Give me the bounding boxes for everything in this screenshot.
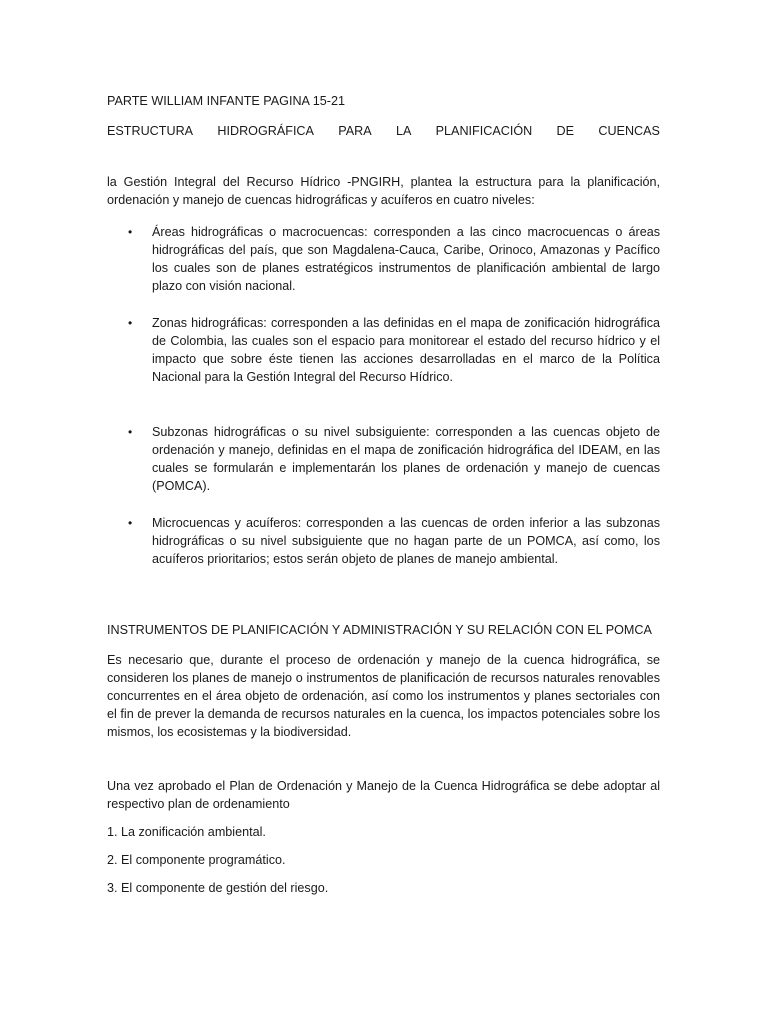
list-item-text: Zonas hidrográficas: corresponden a las definidas en el mapa de zonificación hidrográfica de Colombia, las cuales son el espacio para monitorear el estado del recurso hídrico y el impacto que sobre éste tienen las acciones desarrolladas en el marco de la Política Nacional para la Gestión Integral del Recurso Hídrico. xyxy=(152,316,660,384)
bullet-icon: • xyxy=(128,225,133,239)
list-item-text: Subzonas hidrográficas o su nivel subsiguiente: corresponden a las cuencas objeto de ordenación y manejo, definidas en el mapa de zonificación hidrográfica del IDEAM, en las cuales se formularán e implementarán los planes de ordenación y manejo de cuencas (POMCA). xyxy=(152,425,660,493)
title-word: PLANIFICACIÓN xyxy=(435,124,533,138)
bullet-icon: • xyxy=(128,425,133,439)
numbered-item: 3. El componente de gestión del riesgo. xyxy=(107,881,329,895)
levels-list xyxy=(107,223,660,568)
body-paragraph: Es necesario que, durante el proceso de ordenación y manejo de la cuenca hidrográfica, se consideren los planes de manejo o instrumentos de planificación de recursos naturales renovables concurrentes en el área objeto de ordenación, así como los instrumentos y planes sectoriales con el fin de prever la demanda de recursos naturales en la cuenca, los impactos potenciales sobre los mismos, los ecosistemas y la biodiversidad. xyxy=(107,653,660,739)
list-item-text: Microcuencas y acuíferos: corresponden a las cuencas de orden inferior a las subzonas hidrográficas o su nivel subsiguiente que no hagan parte de un POMCA, así como, los acuíferos prioritarios; estos serán objeto de planes de manejo ambiental. xyxy=(152,516,660,566)
title-word: DE xyxy=(556,124,575,138)
list-item xyxy=(107,423,660,495)
numbered-item: 1. La zonificación ambiental. xyxy=(107,825,266,839)
document-header: PARTE WILLIAM INFANTE PAGINA 15-21 xyxy=(107,94,345,108)
list-item xyxy=(107,223,660,295)
title-word: HIDROGRÁFICA xyxy=(217,124,314,138)
body-paragraph: Una vez aprobado el Plan de Ordenación y Manejo de la Cuenca Hidrográfica se debe adoptar al respectivo plan de ordenamiento xyxy=(107,779,660,811)
bullet-icon: • xyxy=(128,316,133,330)
intro-paragraph: la Gestión Integral del Recurso Hídrico -PNGIRH, plantea la estructura para la planificación, ordenación y manejo de cuencas hidrográficas y acuíferos en cuatro niveles: xyxy=(107,175,660,207)
list-item xyxy=(107,514,660,568)
title-word: PARA xyxy=(338,124,372,138)
document-page xyxy=(107,92,660,907)
list-item xyxy=(107,314,660,386)
section-heading: INSTRUMENTOS DE PLANIFICACIÓN Y ADMINISTRACIÓN Y SU RELACIÓN CON EL POMCA xyxy=(107,623,652,637)
bullet-icon: • xyxy=(128,516,133,530)
title-word: ESTRUCTURA xyxy=(107,124,194,138)
document-title xyxy=(107,122,660,140)
list-item-text: Áreas hidrográficas o macrocuencas: corresponden a las cinco macrocuencas o áreas hidrográficas del país, que son Magdalena-Cauca, Caribe, Orinoco, Amazonas y Pacífico los cuales son de planes estratégicos instrumentos de planificación ambiental de largo plazo con visión nacional. xyxy=(152,225,660,293)
title-word: CUENCAS xyxy=(598,124,660,138)
title-word: LA xyxy=(395,124,412,138)
numbered-item: 2. El componente programático. xyxy=(107,853,286,867)
